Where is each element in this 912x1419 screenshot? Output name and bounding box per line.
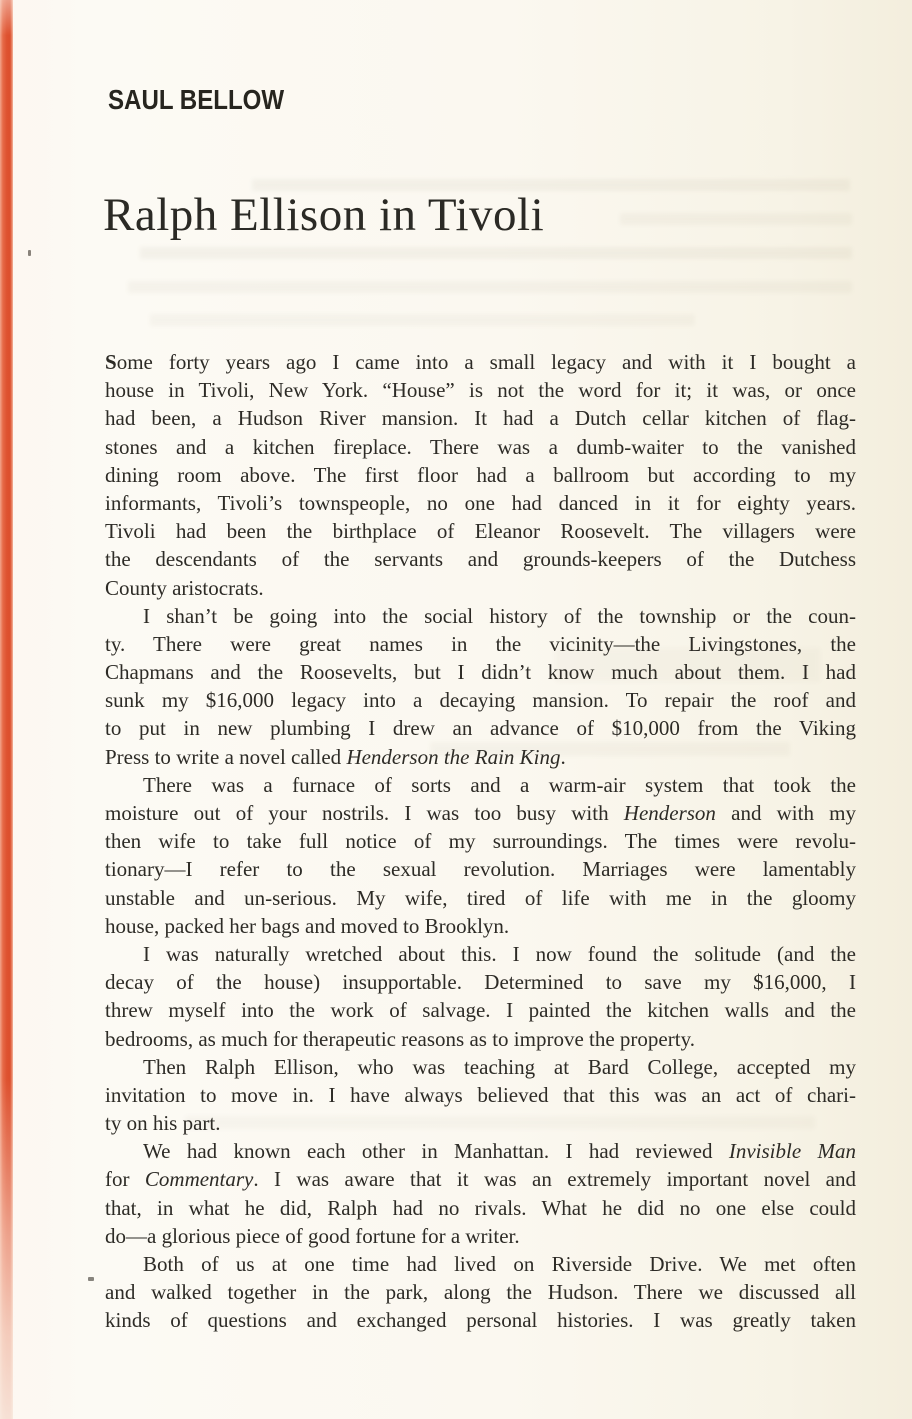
text-segment: Invisible Man bbox=[728, 1139, 856, 1164]
text-segment: sunk my $16,000 legacy into a decaying mansion. To repair the roof and bbox=[105, 688, 856, 713]
text-line bbox=[105, 940, 856, 968]
text-segment: I was naturally wretched about this. I now found the solitude (and the bbox=[143, 941, 856, 966]
text-line bbox=[105, 348, 856, 376]
text-line bbox=[105, 1025, 856, 1053]
text-segment: County aristocrats. bbox=[105, 575, 264, 600]
bleed-through-ghost bbox=[128, 281, 852, 293]
text-line bbox=[105, 1165, 856, 1193]
article-body bbox=[105, 348, 856, 1335]
text-line bbox=[105, 630, 856, 658]
text-line bbox=[105, 1278, 856, 1306]
text-segment: moisture out of your nostrils. I was too busy with bbox=[105, 801, 624, 825]
text-line bbox=[105, 1081, 856, 1109]
text-line bbox=[105, 489, 856, 517]
text-line bbox=[105, 658, 856, 686]
text-line bbox=[105, 602, 856, 630]
text-segment: for bbox=[105, 1167, 145, 1192]
text-line bbox=[105, 912, 856, 940]
author-header: SAUL BELLOW bbox=[108, 84, 285, 115]
text-segment: do—a glorious piece of good fortune for a writer. bbox=[105, 1223, 520, 1248]
text-segment: threw myself into the work of salvage. I painted the kitchen walls and the bbox=[105, 998, 856, 1023]
text-segment: unstable and un-serious. My wife, tired of life with me in the gloomy bbox=[105, 885, 856, 910]
text-segment: the descendants of the servants and grounds-keepers of the Dutchess bbox=[105, 547, 856, 572]
text-segment: that, in what he did, Ralph had no rivals. What he did no one else could bbox=[105, 1195, 856, 1220]
text-segment: I shan’t be going into the social history of the township or the coun- bbox=[143, 603, 856, 628]
bleed-through-ghost bbox=[140, 247, 852, 259]
text-segment: Then Ralph Ellison, who was teaching at Bard College, accepted my bbox=[143, 1054, 856, 1079]
text-line bbox=[105, 686, 856, 714]
page-title: Ralph Ellison in Tivoli bbox=[103, 189, 545, 241]
text-segment: had been, a Hudson River mansion. It had a Dutch cellar kitchen of flag- bbox=[105, 406, 856, 431]
text-line bbox=[105, 996, 856, 1024]
text-line bbox=[105, 714, 856, 742]
text-segment: There was a furnace of sorts and a warm-air system that took the bbox=[143, 772, 856, 797]
text-line bbox=[105, 771, 856, 799]
paragraph bbox=[105, 771, 856, 940]
bleed-through-ghost bbox=[150, 314, 695, 326]
text-line bbox=[105, 1053, 856, 1081]
text-line bbox=[105, 1250, 856, 1278]
text-segment: informants, Tivoli’s townspeople, no one had danced in it for eighty years. bbox=[105, 490, 856, 515]
text-segment: dining room above. The first floor had a ballroom but according to my bbox=[105, 462, 856, 487]
text-segment: . bbox=[560, 744, 566, 769]
text-segment: kinds of questions and exchanged personal histories. I was greatly taken bbox=[105, 1308, 856, 1333]
text-line bbox=[105, 545, 856, 573]
text-segment: then wife to take full notice of my surroundings. The times were revolu- bbox=[105, 829, 856, 854]
text-line bbox=[105, 827, 856, 855]
text-segment: tionary—I refer to the sexual revolution. Marriages were lamentably bbox=[105, 857, 856, 882]
text-line bbox=[105, 799, 856, 827]
text-segment: house, packed her bags and moved to Brooklyn. bbox=[105, 913, 510, 938]
text-segment: invitation to move in. I have always believed that this was an act of chari- bbox=[105, 1082, 856, 1107]
text-segment: S bbox=[105, 350, 117, 374]
text-line bbox=[105, 433, 856, 461]
text-segment: ty on his part. bbox=[105, 1111, 221, 1136]
text-line bbox=[105, 1137, 856, 1165]
paragraph bbox=[105, 602, 856, 771]
text-segment: to put in new plumbing I drew an advance of $10,000 from the Viking bbox=[105, 716, 856, 741]
text-line bbox=[105, 404, 856, 432]
paragraph bbox=[105, 1250, 856, 1335]
print-speck bbox=[28, 250, 31, 256]
text-line bbox=[105, 376, 856, 404]
text-line bbox=[105, 461, 856, 489]
text-segment: Henderson the Rain King bbox=[346, 744, 561, 769]
text-line bbox=[105, 1306, 856, 1334]
text-segment: We had known each other in Manhattan. I had reviewed bbox=[143, 1139, 729, 1164]
text-segment: Press to write a novel called bbox=[105, 744, 347, 769]
text-segment: Chapmans and the Roosevelts, but I didn’t know much about them. I had bbox=[105, 660, 856, 685]
text-line bbox=[105, 574, 856, 602]
paragraph bbox=[105, 348, 856, 602]
text-segment: Henderson bbox=[623, 801, 716, 825]
text-line bbox=[105, 517, 856, 545]
text-line bbox=[105, 884, 856, 912]
text-segment: Commentary bbox=[144, 1167, 254, 1192]
text-line bbox=[105, 1109, 856, 1137]
book-spine-edge bbox=[0, 0, 13, 1419]
bleed-through-ghost bbox=[620, 213, 852, 225]
text-line bbox=[105, 855, 856, 883]
text-line bbox=[105, 1222, 856, 1250]
text-line bbox=[105, 1194, 856, 1222]
text-segment: Both of us at one time had lived on Riverside Drive. We met often bbox=[143, 1252, 856, 1276]
text-line bbox=[105, 968, 856, 996]
paragraph bbox=[105, 940, 856, 1053]
paragraph bbox=[105, 1137, 856, 1250]
paragraph bbox=[105, 1053, 856, 1138]
text-segment: Tivoli had been the birthplace of Eleanor Roosevelt. The villagers were bbox=[105, 519, 856, 544]
text-segment: house in Tivoli, New York. “House” is not the word for it; it was, or once bbox=[105, 378, 856, 403]
text-segment: . I was aware that it was an extremely important novel and bbox=[253, 1167, 856, 1192]
text-segment: bedrooms, as much for therapeutic reasons as to improve the property. bbox=[105, 1026, 695, 1051]
text-segment: and walked together in the park, along the Hudson. There we discussed all bbox=[105, 1280, 856, 1305]
text-line bbox=[105, 743, 856, 771]
text-segment: ty. There were great names in the vicinity—the Livingstones, the bbox=[105, 631, 856, 656]
text-segment: decay of the house) insupportable. Determined to save my $16,000, I bbox=[105, 970, 856, 995]
text-segment: and with my bbox=[715, 801, 856, 825]
text-segment: ome forty years ago I came into a small legacy and with it I bought a bbox=[116, 350, 856, 374]
print-speck bbox=[88, 1277, 94, 1281]
text-segment: stones and a kitchen fireplace. There was a dumb-waiter to the vanished bbox=[105, 434, 856, 459]
